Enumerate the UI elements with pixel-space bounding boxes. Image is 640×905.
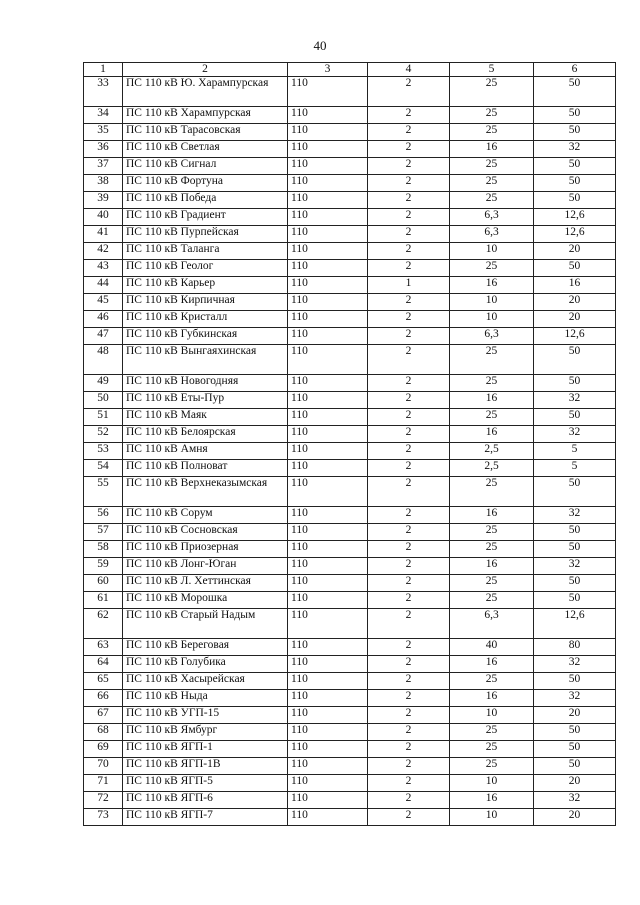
transformer-count-cell: 2: [368, 758, 450, 775]
row-number: 62: [84, 609, 123, 639]
voltage-cell: 110: [288, 477, 368, 507]
unit-power-cell: 25: [450, 524, 534, 541]
voltage-cell: 110: [288, 345, 368, 375]
unit-power-cell: 10: [450, 809, 534, 826]
unit-power-cell: 25: [450, 175, 534, 192]
transformer-count-cell: 2: [368, 294, 450, 311]
column-header-1: 1: [84, 63, 123, 77]
unit-power-cell: 10: [450, 707, 534, 724]
transformer-count-cell: 2: [368, 345, 450, 375]
unit-power-cell: 25: [450, 575, 534, 592]
substation-name: ПС 110 кВ Кирпичная: [123, 294, 288, 311]
row-number: 51: [84, 409, 123, 426]
row-number: 65: [84, 673, 123, 690]
transformer-count-cell: 2: [368, 426, 450, 443]
table-row: [84, 741, 616, 758]
substation-name: ПС 110 кВ Старый Надым: [123, 609, 288, 639]
row-number: 59: [84, 558, 123, 575]
substation-name: ПС 110 кВ УГП-15: [123, 707, 288, 724]
voltage-cell: 110: [288, 639, 368, 656]
unit-power-cell: 25: [450, 77, 534, 107]
row-number: 47: [84, 328, 123, 345]
table-row: [84, 277, 616, 294]
table-row: [84, 294, 616, 311]
unit-power-cell: 16: [450, 392, 534, 409]
unit-power-cell: 6,3: [450, 226, 534, 243]
row-number: 58: [84, 541, 123, 558]
table-row: [84, 524, 616, 541]
table-row: [84, 639, 616, 656]
row-number: 38: [84, 175, 123, 192]
unit-power-cell: 25: [450, 260, 534, 277]
voltage-cell: 110: [288, 209, 368, 226]
substation-name: ПС 110 кВ Харампурская: [123, 107, 288, 124]
table-row: [84, 477, 616, 507]
row-number: 42: [84, 243, 123, 260]
substation-name: ПС 110 кВ Приозерная: [123, 541, 288, 558]
row-number: 66: [84, 690, 123, 707]
total-power-cell: 50: [534, 77, 616, 107]
transformer-count-cell: 2: [368, 741, 450, 758]
unit-power-cell: 25: [450, 345, 534, 375]
table-row: [84, 141, 616, 158]
transformer-count-cell: 2: [368, 311, 450, 328]
table-row: [84, 158, 616, 175]
table-row: [84, 809, 616, 826]
unit-power-cell: 6,3: [450, 328, 534, 345]
row-number: 35: [84, 124, 123, 141]
row-number: 41: [84, 226, 123, 243]
total-power-cell: 12,6: [534, 226, 616, 243]
total-power-cell: 5: [534, 460, 616, 477]
table-row: [84, 260, 616, 277]
unit-power-cell: 40: [450, 639, 534, 656]
unit-power-cell: 25: [450, 192, 534, 209]
transformer-count-cell: 2: [368, 507, 450, 524]
row-number: 34: [84, 107, 123, 124]
unit-power-cell: 25: [450, 124, 534, 141]
transformer-count-cell: 2: [368, 639, 450, 656]
table-row: [84, 690, 616, 707]
voltage-cell: 110: [288, 124, 368, 141]
total-power-cell: 50: [534, 375, 616, 392]
table-row: [84, 426, 616, 443]
substation-name: ПС 110 кВ Таланга: [123, 243, 288, 260]
unit-power-cell: 10: [450, 294, 534, 311]
row-number: 70: [84, 758, 123, 775]
substation-name: ПС 110 кВ Ныда: [123, 690, 288, 707]
row-number: 73: [84, 809, 123, 826]
table-row: [84, 443, 616, 460]
row-number: 53: [84, 443, 123, 460]
table-row: [84, 507, 616, 524]
row-number: 57: [84, 524, 123, 541]
table-row: [84, 724, 616, 741]
total-power-cell: 16: [534, 277, 616, 294]
substation-name: ПС 110 кВ Геолог: [123, 260, 288, 277]
transformer-count-cell: 2: [368, 656, 450, 673]
unit-power-cell: 16: [450, 426, 534, 443]
table-row: [84, 541, 616, 558]
voltage-cell: 110: [288, 107, 368, 124]
voltage-cell: 110: [288, 311, 368, 328]
total-power-cell: 50: [534, 175, 616, 192]
substation-name: ПС 110 кВ ЯГП-6: [123, 792, 288, 809]
column-header-5: 5: [450, 63, 534, 77]
row-number: 50: [84, 392, 123, 409]
voltage-cell: 110: [288, 775, 368, 792]
substation-name: ПС 110 кВ Морошка: [123, 592, 288, 609]
unit-power-cell: 16: [450, 656, 534, 673]
voltage-cell: 110: [288, 294, 368, 311]
table-row: [84, 77, 616, 107]
row-number: 64: [84, 656, 123, 673]
total-power-cell: 50: [534, 724, 616, 741]
transformer-count-cell: 2: [368, 226, 450, 243]
total-power-cell: 50: [534, 345, 616, 375]
row-number: 56: [84, 507, 123, 524]
unit-power-cell: 16: [450, 277, 534, 294]
unit-power-cell: 16: [450, 792, 534, 809]
transformer-count-cell: 2: [368, 375, 450, 392]
substation-name: ПС 110 кВ Новогодняя: [123, 375, 288, 392]
transformer-count-cell: 2: [368, 409, 450, 426]
total-power-cell: 50: [534, 192, 616, 209]
substation-name: ПС 110 кВ Береговая: [123, 639, 288, 656]
substation-name: ПС 110 кВ Карьер: [123, 277, 288, 294]
voltage-cell: 110: [288, 426, 368, 443]
substation-name: ПС 110 кВ ЯГП-5: [123, 775, 288, 792]
row-number: 45: [84, 294, 123, 311]
unit-power-cell: 25: [450, 741, 534, 758]
substation-name: ПС 110 кВ Тарасовская: [123, 124, 288, 141]
transformer-count-cell: 2: [368, 124, 450, 141]
total-power-cell: 32: [534, 141, 616, 158]
total-power-cell: 32: [534, 690, 616, 707]
table-row: [84, 609, 616, 639]
row-number: 61: [84, 592, 123, 609]
total-power-cell: 50: [534, 158, 616, 175]
table-row: [84, 792, 616, 809]
table-header: [84, 63, 616, 77]
transformer-count-cell: 2: [368, 690, 450, 707]
voltage-cell: 110: [288, 375, 368, 392]
total-power-cell: 50: [534, 592, 616, 609]
voltage-cell: 110: [288, 192, 368, 209]
unit-power-cell: 25: [450, 724, 534, 741]
table-row: [84, 375, 616, 392]
column-header-3: 3: [288, 63, 368, 77]
substation-name: ПС 110 кВ Еты-Пур: [123, 392, 288, 409]
table-row: [84, 460, 616, 477]
total-power-cell: 50: [534, 673, 616, 690]
unit-power-cell: 2,5: [450, 443, 534, 460]
voltage-cell: 110: [288, 524, 368, 541]
total-power-cell: 50: [534, 107, 616, 124]
total-power-cell: 20: [534, 294, 616, 311]
row-number: 40: [84, 209, 123, 226]
transformer-count-cell: 2: [368, 107, 450, 124]
substation-name: ПС 110 кВ ЯГП-7: [123, 809, 288, 826]
transformer-count-cell: 2: [368, 328, 450, 345]
transformer-count-cell: 2: [368, 673, 450, 690]
table-row: [84, 243, 616, 260]
table-row: [84, 673, 616, 690]
voltage-cell: 110: [288, 690, 368, 707]
substation-name: ПС 110 кВ Маяк: [123, 409, 288, 426]
substation-name: ПС 110 кВ Сорум: [123, 507, 288, 524]
transformer-count-cell: 2: [368, 524, 450, 541]
total-power-cell: 50: [534, 541, 616, 558]
substation-name: ПС 110 кВ Градиент: [123, 209, 288, 226]
unit-power-cell: 10: [450, 311, 534, 328]
voltage-cell: 110: [288, 809, 368, 826]
total-power-cell: 12,6: [534, 328, 616, 345]
total-power-cell: 12,6: [534, 609, 616, 639]
voltage-cell: 110: [288, 656, 368, 673]
transformer-count-cell: 2: [368, 243, 450, 260]
unit-power-cell: 25: [450, 477, 534, 507]
row-number: 37: [84, 158, 123, 175]
voltage-cell: 110: [288, 792, 368, 809]
table-row: [84, 226, 616, 243]
transformer-count-cell: 2: [368, 477, 450, 507]
substation-name: ПС 110 кВ Светлая: [123, 141, 288, 158]
transformer-count-cell: 2: [368, 792, 450, 809]
transformer-count-cell: 2: [368, 541, 450, 558]
unit-power-cell: 25: [450, 409, 534, 426]
voltage-cell: 110: [288, 260, 368, 277]
transformer-count-cell: 2: [368, 707, 450, 724]
substation-name: ПС 110 кВ Сосновская: [123, 524, 288, 541]
voltage-cell: 110: [288, 77, 368, 107]
substation-name: ПС 110 кВ Вынгаяхинская: [123, 345, 288, 375]
transformer-count-cell: 2: [368, 77, 450, 107]
substation-name: ПС 110 кВ Ю. Харампурская: [123, 77, 288, 107]
table-row: [84, 124, 616, 141]
table-row: [84, 775, 616, 792]
voltage-cell: 110: [288, 328, 368, 345]
substation-name: ПС 110 кВ Фортуна: [123, 175, 288, 192]
total-power-cell: 32: [534, 656, 616, 673]
transformer-count-cell: 2: [368, 175, 450, 192]
substation-name: ПС 110 кВ Верхнеказымская: [123, 477, 288, 507]
transformer-count-cell: 2: [368, 592, 450, 609]
voltage-cell: 110: [288, 141, 368, 158]
table-row: [84, 592, 616, 609]
row-number: 36: [84, 141, 123, 158]
substation-name: ПС 110 кВ Лонг-Юган: [123, 558, 288, 575]
total-power-cell: 20: [534, 775, 616, 792]
header-row: [84, 63, 616, 77]
unit-power-cell: 25: [450, 541, 534, 558]
unit-power-cell: 6,3: [450, 609, 534, 639]
row-number: 69: [84, 741, 123, 758]
voltage-cell: 110: [288, 392, 368, 409]
voltage-cell: 110: [288, 541, 368, 558]
transformer-count-cell: 2: [368, 724, 450, 741]
voltage-cell: 110: [288, 226, 368, 243]
substation-name: ПС 110 кВ Пурпейская: [123, 226, 288, 243]
row-number: 60: [84, 575, 123, 592]
total-power-cell: 20: [534, 707, 616, 724]
voltage-cell: 110: [288, 741, 368, 758]
total-power-cell: 50: [534, 575, 616, 592]
table-row: [84, 107, 616, 124]
row-number: 33: [84, 77, 123, 107]
table-row: [84, 175, 616, 192]
table-body: [84, 77, 616, 826]
total-power-cell: 32: [534, 558, 616, 575]
voltage-cell: 110: [288, 609, 368, 639]
table-row: [84, 392, 616, 409]
voltage-cell: 110: [288, 758, 368, 775]
transformer-count-cell: 1: [368, 277, 450, 294]
row-number: 49: [84, 375, 123, 392]
unit-power-cell: 2,5: [450, 460, 534, 477]
substation-name: ПС 110 кВ Ямбург: [123, 724, 288, 741]
row-number: 39: [84, 192, 123, 209]
transformer-count-cell: 2: [368, 609, 450, 639]
total-power-cell: 32: [534, 426, 616, 443]
table-row: [84, 209, 616, 226]
transformer-count-cell: 2: [368, 558, 450, 575]
table-row: [84, 192, 616, 209]
unit-power-cell: 16: [450, 141, 534, 158]
unit-power-cell: 25: [450, 673, 534, 690]
column-header-4: 4: [368, 63, 450, 77]
substation-name: ПС 110 кВ Полноват: [123, 460, 288, 477]
total-power-cell: 20: [534, 311, 616, 328]
column-header-6: 6: [534, 63, 616, 77]
unit-power-cell: 25: [450, 158, 534, 175]
voltage-cell: 110: [288, 409, 368, 426]
table-row: [84, 656, 616, 673]
total-power-cell: 32: [534, 392, 616, 409]
total-power-cell: 32: [534, 792, 616, 809]
voltage-cell: 110: [288, 158, 368, 175]
transformer-count-cell: 2: [368, 209, 450, 226]
voltage-cell: 110: [288, 175, 368, 192]
total-power-cell: 50: [534, 477, 616, 507]
total-power-cell: 50: [534, 524, 616, 541]
voltage-cell: 110: [288, 673, 368, 690]
voltage-cell: 110: [288, 460, 368, 477]
substation-name: ПС 110 кВ Амня: [123, 443, 288, 460]
transformer-count-cell: 2: [368, 443, 450, 460]
substation-name: ПС 110 кВ Хасырейская: [123, 673, 288, 690]
substations-table: [83, 62, 616, 826]
row-number: 72: [84, 792, 123, 809]
row-number: 55: [84, 477, 123, 507]
voltage-cell: 110: [288, 243, 368, 260]
total-power-cell: 50: [534, 409, 616, 426]
page-number: 40: [313, 38, 327, 53]
transformer-count-cell: 2: [368, 775, 450, 792]
table-row: [84, 328, 616, 345]
total-power-cell: 50: [534, 260, 616, 277]
total-power-cell: 20: [534, 809, 616, 826]
transformer-count-cell: 2: [368, 392, 450, 409]
unit-power-cell: 10: [450, 243, 534, 260]
voltage-cell: 110: [288, 443, 368, 460]
total-power-cell: 50: [534, 741, 616, 758]
transformer-count-cell: 2: [368, 141, 450, 158]
total-power-cell: 80: [534, 639, 616, 656]
substation-name: ПС 110 кВ Белоярская: [123, 426, 288, 443]
substation-name: ПС 110 кВ Сигнал: [123, 158, 288, 175]
transformer-count-cell: 2: [368, 192, 450, 209]
unit-power-cell: 25: [450, 375, 534, 392]
voltage-cell: 110: [288, 575, 368, 592]
table-row: [84, 409, 616, 426]
total-power-cell: 32: [534, 507, 616, 524]
row-number: 44: [84, 277, 123, 294]
total-power-cell: 12,6: [534, 209, 616, 226]
row-number: 43: [84, 260, 123, 277]
voltage-cell: 110: [288, 558, 368, 575]
row-number: 63: [84, 639, 123, 656]
row-number: 67: [84, 707, 123, 724]
column-header-2: 2: [123, 63, 288, 77]
substation-name: ПС 110 кВ Победа: [123, 192, 288, 209]
total-power-cell: 20: [534, 243, 616, 260]
unit-power-cell: 25: [450, 758, 534, 775]
transformer-count-cell: 2: [368, 809, 450, 826]
substation-name: ПС 110 кВ ЯГП-1: [123, 741, 288, 758]
table-row: [84, 311, 616, 328]
unit-power-cell: 16: [450, 507, 534, 524]
unit-power-cell: 25: [450, 592, 534, 609]
voltage-cell: 110: [288, 724, 368, 741]
row-number: 52: [84, 426, 123, 443]
voltage-cell: 110: [288, 707, 368, 724]
row-number: 46: [84, 311, 123, 328]
substation-name: ПС 110 кВ Л. Хеттинская: [123, 575, 288, 592]
substation-name: ПС 110 кВ ЯГП-1В: [123, 758, 288, 775]
row-number: 48: [84, 345, 123, 375]
transformer-count-cell: 2: [368, 260, 450, 277]
total-power-cell: 5: [534, 443, 616, 460]
unit-power-cell: 16: [450, 558, 534, 575]
table-row: [84, 575, 616, 592]
table-row: [84, 558, 616, 575]
unit-power-cell: 16: [450, 690, 534, 707]
unit-power-cell: 10: [450, 775, 534, 792]
row-number: 54: [84, 460, 123, 477]
total-power-cell: 50: [534, 758, 616, 775]
unit-power-cell: 6,3: [450, 209, 534, 226]
transformer-count-cell: 2: [368, 575, 450, 592]
transformer-count-cell: 2: [368, 460, 450, 477]
row-number: 71: [84, 775, 123, 792]
row-number: 68: [84, 724, 123, 741]
table-row: [84, 758, 616, 775]
voltage-cell: 110: [288, 277, 368, 294]
table-row: [84, 345, 616, 375]
substation-name: ПС 110 кВ Губкинская: [123, 328, 288, 345]
transformer-count-cell: 2: [368, 158, 450, 175]
voltage-cell: 110: [288, 507, 368, 524]
substation-name: ПС 110 кВ Голубика: [123, 656, 288, 673]
substation-name: ПС 110 кВ Кристалл: [123, 311, 288, 328]
unit-power-cell: 25: [450, 107, 534, 124]
voltage-cell: 110: [288, 592, 368, 609]
table-row: [84, 707, 616, 724]
total-power-cell: 50: [534, 124, 616, 141]
